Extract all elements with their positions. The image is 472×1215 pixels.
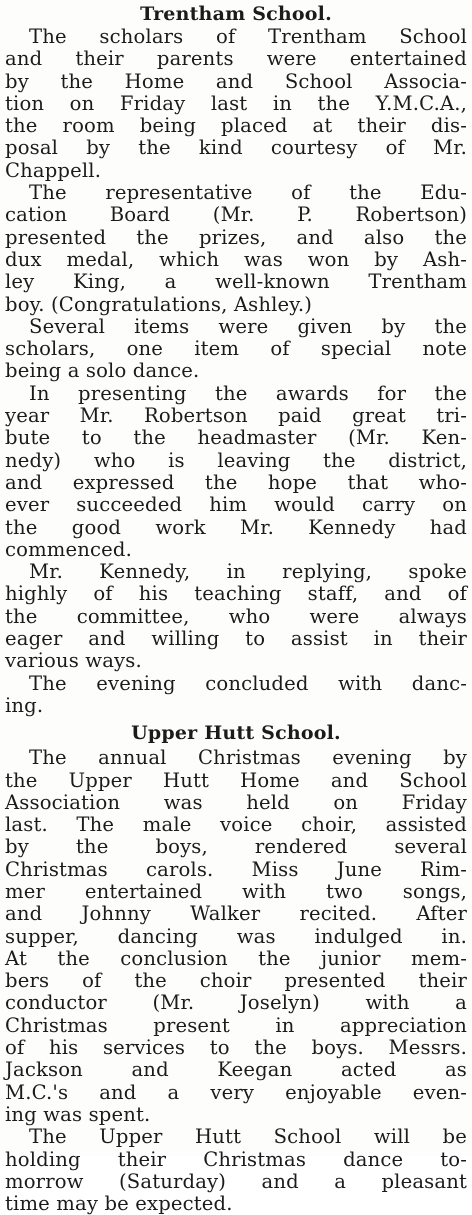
trentham-paragraph (5, 561, 467, 672)
text-line: presented the prizes, and also the (5, 225, 467, 249)
trentham-paragraph (5, 316, 467, 383)
text-line: tion on Friday last in the Y.M.C.A., (5, 91, 467, 115)
text-line: The Upper Hutt School will be (29, 1125, 467, 1149)
text-line: time may be expected. (5, 1192, 233, 1215)
text-line: cation Board (Mr. P. Robertson) (5, 203, 467, 227)
upper-hutt-paragraph (5, 1126, 467, 1215)
text-line: Christmas carols. Miss June Rim- (5, 857, 467, 881)
text-line: ing was spent. (5, 1102, 151, 1126)
text-line: by the boys, rendered several (5, 835, 467, 859)
text-line: Christmas present in appreciation (5, 1013, 467, 1037)
text-line: bute to the headmaster (Mr. Ken- (5, 426, 467, 450)
text-line: ever succeeded him would carry on (5, 493, 467, 517)
text-line: ley King, a well-known Trentham (5, 270, 467, 294)
text-line: the Upper Hutt Home and School (5, 768, 467, 792)
text-line: and their parents were entertained (5, 47, 467, 71)
article-heading-trentham: Trentham School. (140, 3, 332, 25)
text-line: the committee, who were always (5, 604, 467, 628)
text-line: scholars, one item of special note (5, 337, 467, 361)
text-line: morrow (Saturday) and a pleasant (5, 1169, 467, 1193)
text-line: In presenting the awards for the (29, 381, 467, 405)
text-line: holding their Christmas dance to- (5, 1147, 467, 1171)
text-line: The annual Christmas evening by (29, 746, 467, 770)
text-line: various ways. (5, 649, 142, 673)
trentham-paragraph (5, 383, 467, 561)
text-line: posal by the kind courtesy of Mr. (5, 136, 467, 160)
text-line: Jackson and Keegan acted as (5, 1058, 467, 1082)
text-line: mer entertained with two songs, (5, 879, 467, 903)
text-line: At the conclusion the junior mem- (5, 946, 467, 970)
text-line: of his services to the boys. Messrs. (5, 1036, 467, 1060)
text-line: nedy) who is leaving the district, (5, 448, 467, 472)
text-line: The representative of the Edu- (29, 181, 467, 205)
article-heading-upper-hutt: Upper Hutt School. (131, 722, 341, 745)
upper-hutt-paragraph (5, 747, 467, 1126)
text-line: year Mr. Robertson paid great tri- (5, 404, 467, 428)
text-line: ing. (5, 693, 44, 717)
text-line: dux medal, which was won by Ash- (5, 247, 467, 271)
text-line: supper, dancing was indulged in. (5, 924, 467, 948)
text-line: the room being placed at their dis- (5, 114, 467, 138)
text-line: eager and willing to assist in their (5, 627, 467, 651)
trentham-paragraph (5, 673, 467, 718)
article-body-upper-hutt (5, 747, 467, 1215)
text-line: being a solo dance. (5, 359, 200, 383)
text-line: boy. (Congratulations, Ashley.) (5, 292, 313, 316)
text-line: Association was held on Friday (5, 790, 467, 814)
text-line: by the Home and School Associa- (5, 69, 467, 93)
text-line: The evening concluded with danc- (29, 671, 467, 695)
text-line: bers of the choir presented their (5, 969, 467, 993)
text-line: and Johnny Walker recited. After (5, 902, 467, 926)
text-line: the good work Mr. Kennedy had (5, 515, 467, 539)
text-line: last. The male voice choir, assisted (5, 813, 467, 837)
article-body-trentham (5, 26, 467, 717)
trentham-paragraph (5, 26, 467, 182)
text-line: conductor (Mr. Joselyn) with a (5, 991, 467, 1015)
text-line: Several items were given by the (29, 314, 467, 338)
text-line: Mr. Kennedy, in replying, spoke (29, 560, 467, 584)
text-line: The scholars of Trentham School (29, 25, 467, 48)
text-line: highly of his teaching staff, and of (5, 582, 467, 606)
text-line: and expressed the hope that who- (5, 470, 467, 494)
text-line: M.C.'s and a very enjoyable even- (5, 1080, 467, 1104)
trentham-paragraph (5, 182, 467, 316)
text-line: commenced. (5, 537, 132, 561)
text-line: Chappell. (5, 158, 102, 182)
